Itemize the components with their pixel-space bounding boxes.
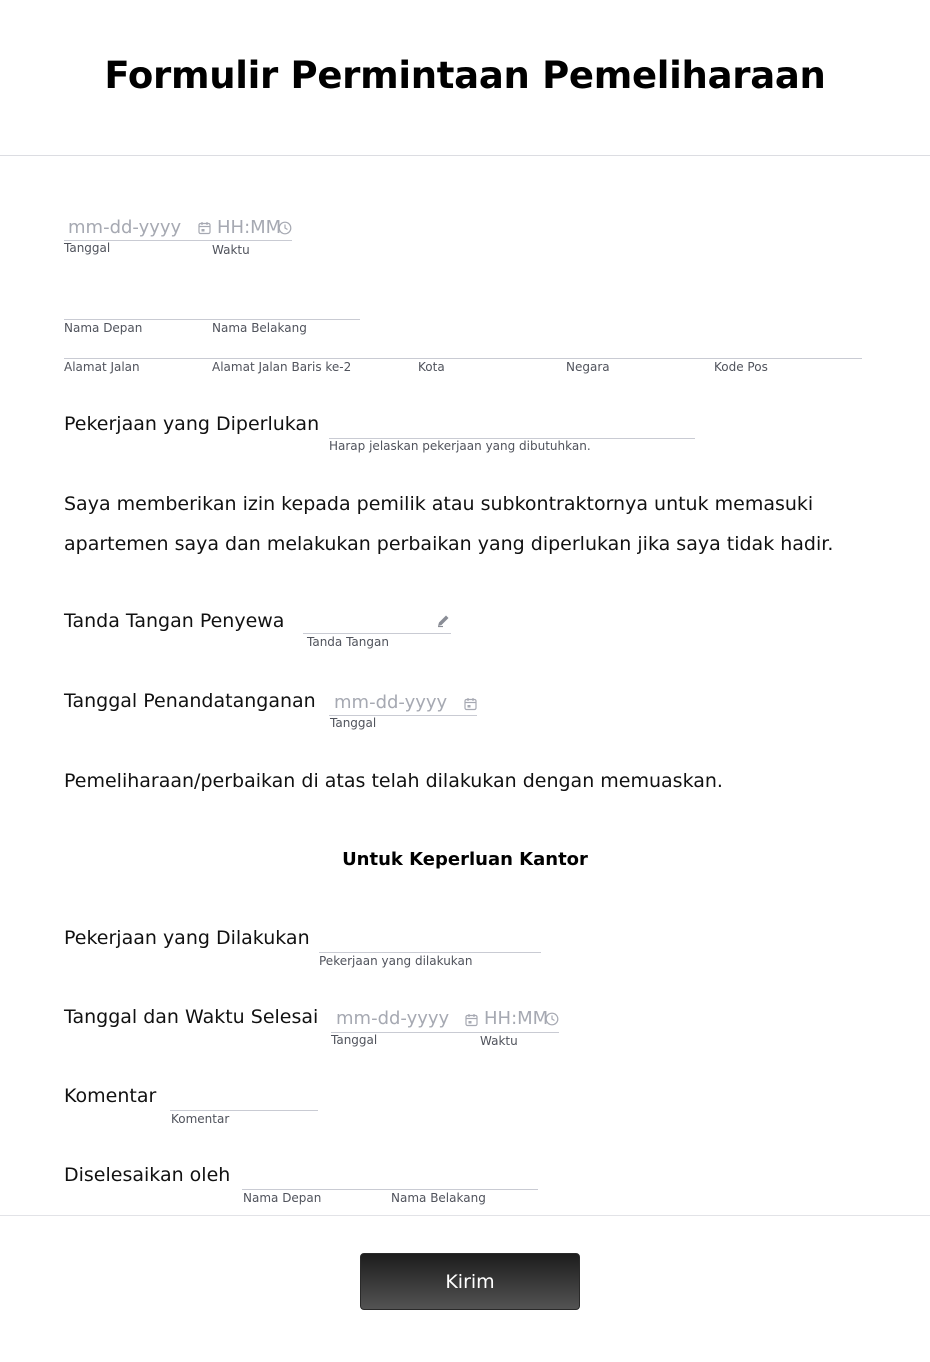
sign-date-sub: Tanggal bbox=[330, 716, 377, 730]
request-date-sub: Tanggal bbox=[64, 241, 111, 255]
request-date-input[interactable]: mm-dd-yyyy bbox=[68, 217, 182, 238]
clock-icon[interactable] bbox=[545, 1012, 559, 1026]
zip-sub: Kode Pos bbox=[714, 360, 768, 374]
signature-label: Tanda Tangan Penyewa bbox=[64, 610, 285, 632]
request-time-sub: Waktu bbox=[212, 243, 250, 257]
form-header bbox=[0, 0, 930, 156]
work-needed-sub: Harap jelaskan pekerjaan yang dibutuhkan. bbox=[329, 439, 591, 453]
clock-icon[interactable] bbox=[278, 221, 292, 235]
completed-time-sub: Waktu bbox=[480, 1034, 518, 1048]
calendar-icon[interactable] bbox=[464, 697, 477, 711]
name-input[interactable] bbox=[64, 319, 360, 320]
work-needed-label: Pekerjaan yang Diperlukan bbox=[64, 413, 320, 435]
completed-date-sub: Tanggal bbox=[331, 1033, 378, 1047]
street-sub: Alamat Jalan bbox=[64, 360, 140, 374]
city-sub: Kota bbox=[418, 360, 445, 374]
work-done-sub: Pekerjaan yang dilakukan bbox=[319, 954, 473, 968]
work-done-input[interactable] bbox=[319, 952, 541, 953]
calendar-icon[interactable] bbox=[198, 221, 211, 235]
comments-label: Komentar bbox=[64, 1085, 157, 1107]
pen-icon[interactable] bbox=[436, 613, 451, 628]
first-name-sub: Nama Depan bbox=[64, 321, 143, 335]
completed-by-last-sub: Nama Belakang bbox=[391, 1191, 486, 1205]
request-time-input[interactable]: HH:MM bbox=[217, 217, 282, 238]
sign-date-input[interactable]: mm-dd-yyyy bbox=[334, 692, 448, 713]
street2-sub: Alamat Jalan Baris ke-2 bbox=[212, 360, 352, 374]
calendar-icon[interactable] bbox=[465, 1013, 478, 1027]
completed-by-label: Diselesaikan oleh bbox=[64, 1164, 231, 1186]
office-heading: Untuk Keperluan Kantor bbox=[342, 849, 588, 870]
sign-date-label: Tanggal Penandatanganan bbox=[64, 690, 316, 712]
footer-divider bbox=[0, 1215, 930, 1216]
satisfaction-text: Pemeliharaan/perbaikan di atas telah dilakukan dengan memuaskan. bbox=[64, 770, 723, 792]
work-done-label: Pekerjaan yang Dilakukan bbox=[64, 927, 310, 949]
completed-by-first-sub: Nama Depan bbox=[243, 1191, 322, 1205]
signature-sub: Tanda Tangan bbox=[307, 635, 389, 649]
comments-input[interactable] bbox=[170, 1110, 318, 1111]
signature-input[interactable] bbox=[303, 633, 451, 634]
comments-sub: Komentar bbox=[171, 1112, 230, 1126]
form-title: Formulir Permintaan Pemeliharaan bbox=[104, 54, 826, 97]
last-name-sub: Nama Belakang bbox=[212, 321, 307, 335]
completed-by-input[interactable] bbox=[242, 1189, 538, 1190]
submit-button[interactable]: Kirim bbox=[360, 1253, 580, 1310]
consent-text: Saya memberikan izin kepada pemilik atau subkontraktornya untuk memasuki apartemen saya dan melakukan perbaikan yang diperlukan jika saya tidak hadir. bbox=[64, 493, 834, 555]
completed-date-input[interactable]: mm-dd-yyyy bbox=[336, 1008, 450, 1029]
address-input[interactable] bbox=[64, 358, 862, 359]
completed-time-input[interactable]: HH:MM bbox=[484, 1008, 549, 1029]
country-sub: Negara bbox=[566, 360, 610, 374]
completed-datetime-label: Tanggal dan Waktu Selesai bbox=[64, 1006, 319, 1028]
